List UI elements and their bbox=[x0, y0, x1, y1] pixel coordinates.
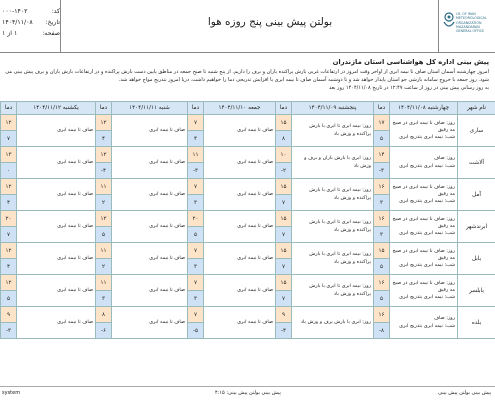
day1-temp-min: ۵ bbox=[374, 131, 390, 147]
footer-middle-text: پیش بینی بولتن پیش بینی: bbox=[226, 390, 281, 396]
day3-temp-min: ۳ bbox=[188, 259, 204, 275]
day3-temp-max: ۷ bbox=[188, 243, 204, 259]
code-value: ۰۰۰-۱۴۰۲ bbox=[2, 8, 28, 15]
day2-temp-max: ۱۰ bbox=[276, 147, 292, 163]
day4-temp-min: ۴- bbox=[96, 163, 112, 179]
day1-night-text: شب: نیمه ابری بتدریج ابری bbox=[399, 134, 455, 141]
day2-temp-max: ۱۵ bbox=[276, 275, 292, 291]
table-row bbox=[1, 115, 495, 131]
day1-temp-max: ۱۶ bbox=[374, 211, 390, 227]
day5-temp-min: ۷ bbox=[1, 131, 17, 147]
day1-night-text: شب: نیمه ابری بتدریج ابری bbox=[399, 262, 455, 269]
day2-weather: روز: ابری با بارش باران و برف و وزش باد bbox=[292, 147, 374, 179]
day2-temp-max: ۹ bbox=[276, 307, 292, 323]
city-name: آمل bbox=[458, 179, 495, 211]
day2-temp-max: ۱۵ bbox=[276, 179, 292, 195]
day1-day-text: روز: صاف bbox=[433, 155, 455, 162]
day2-temp-min: ۲- bbox=[276, 163, 292, 179]
logo-emblem-icon bbox=[442, 12, 456, 30]
day1-weather bbox=[390, 147, 458, 179]
day1-temp-min: ۵ bbox=[374, 259, 390, 275]
day4-weather: صاف تا نیمه ابری bbox=[112, 307, 188, 339]
day2-temp-max: ۱۵ bbox=[276, 243, 292, 259]
header-day: یکشنبه ۱۴۰۴/۱۱/۱۲ bbox=[17, 102, 96, 115]
header-city: نام شهر bbox=[458, 102, 495, 115]
day4-temp-max: ۱۱ bbox=[96, 243, 112, 259]
day5-weather: صاف تا نیمه ابری bbox=[17, 147, 96, 179]
day4-temp-max: ۱۲ bbox=[96, 211, 112, 227]
city-name: آلاشت bbox=[458, 147, 495, 179]
day1-day-text: روز: صاف تا نیمه ابری در صبح مه رقیق bbox=[392, 119, 455, 133]
day4-temp-min: ۲ bbox=[96, 259, 112, 275]
day1-temp-min: ۳- bbox=[374, 163, 390, 179]
day2-temp-max: ۱۵ bbox=[276, 211, 292, 227]
day2-temp-min: ۴- bbox=[276, 323, 292, 339]
day1-weather bbox=[390, 275, 458, 307]
forecast-summary bbox=[2, 69, 489, 92]
day1-temp-max: ۱۷ bbox=[374, 115, 390, 131]
day1-night-text: شب: نیمه ابری بتدریج ابری bbox=[399, 198, 455, 205]
document-meta bbox=[2, 6, 60, 39]
day1-weather bbox=[390, 179, 458, 211]
footer-middle bbox=[215, 390, 281, 396]
day5-temp-min: ۰ bbox=[1, 163, 17, 179]
day5-temp-min: ۷ bbox=[1, 227, 17, 243]
day1-weather bbox=[390, 307, 458, 339]
header-divider-left bbox=[60, 0, 61, 52]
day1-day-text: روز: صاف تا نیمه ابری در صبح مه رقیق bbox=[392, 183, 455, 197]
header-temp: دما bbox=[188, 102, 204, 115]
day3-weather: صاف تا نیمه ابری bbox=[204, 147, 276, 179]
header-day: شنبه ۱۴۰۴/۱۱/۱۱ bbox=[112, 102, 188, 115]
day4-temp-min: ۵ bbox=[96, 227, 112, 243]
day4-weather: صاف تا نیمه ابری bbox=[112, 275, 188, 307]
day3-weather: صاف تا نیمه ابری bbox=[204, 307, 276, 339]
day4-temp-max: ۸ bbox=[96, 307, 112, 323]
forecast-table-wrapper bbox=[0, 101, 495, 339]
day1-night-text: شب: نیمه ابری بتدریج ابری bbox=[399, 230, 455, 237]
forecast-table bbox=[0, 101, 495, 339]
summary-text: امروز چهارشنبه آسمان استان صاف تا نیمه ابری از اواخر وقت امروز در ارتفاعات غربی بارش پراکنده باران و برف را داریم. از پنج شنبه تا صبح جمعه در مناطق پایین دست بارش پراکنده و در ارتفاعات بارش باران و برف پیش بینی می شود. روز جمعه با خروج سامانه بارشی جو استان پایدار خواهد شد و تا دوشنبه آسمان صاف تا نیمه ابری با افزایش تدریجی دما را خواهیم داشت. دریا امروز بتدریج مواج خواهد شد. bbox=[5, 69, 489, 83]
header-temp: دما bbox=[276, 102, 292, 115]
day1-day-text: روز: صاف تا نیمه ابری در صبح مه رقیق bbox=[392, 215, 455, 229]
day5-temp-max: ۱۳ bbox=[1, 147, 17, 163]
day2-weather: روز: نیمه ابری تا ابری با بارش پراکنده و وزش باد bbox=[292, 179, 374, 211]
page-value: ۱ از ۱ bbox=[2, 30, 18, 37]
table-row bbox=[1, 211, 495, 227]
day1-day-text: روز: صاف bbox=[433, 315, 455, 322]
day3-temp-min: ۳ bbox=[188, 195, 204, 211]
day3-temp-max: ۷ bbox=[188, 275, 204, 291]
day3-temp-max: ۱۱ bbox=[188, 147, 204, 163]
day1-temp-min: ۵ bbox=[374, 291, 390, 307]
day3-temp-min: ۵ bbox=[188, 227, 204, 243]
day2-temp-max: ۱۵ bbox=[276, 115, 292, 131]
day1-night-text: شب: نیمه ابری بتدریج ابری bbox=[399, 322, 455, 329]
day3-temp-min: ۴ bbox=[188, 131, 204, 147]
meteorological-organization-logo bbox=[442, 4, 494, 48]
day2-temp-min: ۷ bbox=[276, 259, 292, 275]
day5-weather: صاف تا نیمه ابری bbox=[17, 179, 96, 211]
day5-temp-max: ۹ bbox=[1, 307, 17, 323]
day4-weather: صاف تا نیمه ابری bbox=[112, 179, 188, 211]
day5-weather: صاف تا نیمه ابری bbox=[17, 243, 96, 275]
update-note: به روز رسانی پیش بینی در روز از ساعت ۱۲:۴۷ در تاریخ ۱۴۰۴/۱۱/۰۸ روز بعد bbox=[329, 84, 489, 91]
day5-temp-max: ۱۲ bbox=[1, 275, 17, 291]
day1-temp-min: ۳ bbox=[374, 227, 390, 243]
header-day: چهارشنبه ۱۴۰۴/۱۱/۰۸ bbox=[390, 102, 458, 115]
day2-weather: روز: ابری با بارش برف و وزش باد bbox=[292, 307, 374, 339]
header-divider-right bbox=[438, 0, 439, 52]
day3-temp-max: ۲۰ bbox=[188, 211, 204, 227]
day1-temp-min: ۸- bbox=[374, 323, 390, 339]
day4-temp-min: ۶- bbox=[96, 323, 112, 339]
day3-temp-max: ۷ bbox=[188, 179, 204, 195]
date-label: تاریخ: bbox=[45, 19, 60, 26]
header-temp: دما bbox=[96, 102, 112, 115]
header-temp: دما bbox=[1, 102, 17, 115]
day1-day-text: روز: صاف تا نیمه ابری در صبح مه رقیق bbox=[392, 247, 455, 261]
day3-weather: صاف تا نیمه ابری bbox=[204, 211, 276, 243]
day4-temp-max: ۱۱ bbox=[96, 275, 112, 291]
day4-temp-max: ۱۲ bbox=[96, 147, 112, 163]
day5-temp-max: ۲۰ bbox=[1, 211, 17, 227]
day4-temp-min: ۴ bbox=[96, 131, 112, 147]
day2-temp-min: ۷ bbox=[276, 291, 292, 307]
code-label: کد: bbox=[51, 8, 60, 15]
day3-weather: صاف تا نیمه ابری bbox=[204, 179, 276, 211]
day5-weather: صاف تا نیمه ابری bbox=[17, 115, 96, 147]
day4-weather: صاف تا نیمه ابری bbox=[112, 147, 188, 179]
day2-temp-min: ۸ bbox=[276, 131, 292, 147]
header-temp: دما bbox=[374, 102, 390, 115]
day5-temp-min: ۵ bbox=[1, 291, 17, 307]
city-name: ساری bbox=[458, 115, 495, 147]
day3-temp-min: ۳- bbox=[188, 163, 204, 179]
day5-weather: صاف تا نیمه ابری bbox=[17, 307, 96, 339]
day3-weather: صاف تا نیمه ابری bbox=[204, 243, 276, 275]
table-row bbox=[1, 243, 495, 259]
bulletin-title: بولتن پیش بینی پنج روزه هوا bbox=[207, 16, 333, 28]
day5-temp-max: ۱۲ bbox=[1, 179, 17, 195]
day4-weather: صاف تا نیمه ابری bbox=[112, 115, 188, 147]
day3-weather: صاف تا نیمه ابری bbox=[204, 115, 276, 147]
day3-temp-max: ۷ bbox=[188, 115, 204, 131]
header-day: جمعه ۱۴۰۴/۱۱/۱۰ bbox=[204, 102, 276, 115]
day1-temp-max: ۱۶ bbox=[374, 179, 390, 195]
city-name: بابل bbox=[458, 243, 495, 275]
day5-temp-min: ۴ bbox=[1, 195, 17, 211]
day1-weather bbox=[390, 243, 458, 275]
footer-middle-number: ۴:۱۵ bbox=[215, 390, 225, 396]
day5-weather: صاف تا نیمه ابری bbox=[17, 211, 96, 243]
day4-weather: صاف تا نیمه ابری bbox=[112, 211, 188, 243]
page-label: صفحه: bbox=[42, 30, 60, 37]
city-name: بابلسر bbox=[458, 275, 495, 307]
city-name: ابرندشهر bbox=[458, 211, 495, 243]
day5-temp-max: ۱۲ bbox=[1, 115, 17, 131]
day1-temp-max: ۱۶ bbox=[374, 307, 390, 323]
bulletin-subtitle: پیش بینی اداره کل هواشناسی استان مازندران bbox=[332, 58, 489, 66]
day1-night-text: شب: نیمه ابری بتدریج ابری bbox=[399, 162, 455, 169]
day2-temp-min: ۷ bbox=[276, 195, 292, 211]
day5-weather: صاف تا نیمه ابری bbox=[17, 275, 96, 307]
bulletin-header bbox=[0, 0, 495, 53]
table-row bbox=[1, 275, 495, 291]
day5-temp-min: ۴ bbox=[1, 259, 17, 275]
table-row bbox=[1, 179, 495, 195]
day1-weather bbox=[390, 211, 458, 243]
day2-weather: روز: نیمه ابری تا ابری با بارش پراکنده و وزش باد bbox=[292, 211, 374, 243]
day1-day-text: روز: صاف تا نیمه ابری در صبح مه رقیق bbox=[392, 279, 455, 293]
day2-weather: روز: نیمه ابری تا ابری با بارش پراکنده و وزش باد bbox=[292, 243, 374, 275]
day4-temp-min: ۲ bbox=[96, 195, 112, 211]
day1-temp-max: ۱۴ bbox=[374, 147, 390, 163]
day5-temp-min: ۳- bbox=[1, 323, 17, 339]
page-footer bbox=[0, 386, 495, 396]
header-day: پنجشنبه ۱۴۰۴/۱۱/۰۹ bbox=[292, 102, 374, 115]
day2-temp-min: ۷ bbox=[276, 227, 292, 243]
table-row bbox=[1, 307, 495, 323]
date-value: ۱۴۰۴/۱۱/۰۸ bbox=[2, 19, 33, 26]
day4-temp-max: ۱۲ bbox=[96, 115, 112, 131]
table-header-row bbox=[1, 102, 495, 115]
day4-temp-min: ۳ bbox=[96, 291, 112, 307]
footer-system: system bbox=[2, 390, 21, 396]
day5-temp-max: ۱۲ bbox=[1, 243, 17, 259]
day3-weather: صاف تا نیمه ابری bbox=[204, 275, 276, 307]
day4-temp-max: ۱۱ bbox=[96, 179, 112, 195]
city-name: بلده bbox=[458, 307, 495, 339]
day1-night-text: شب: نیمه ابری بتدریج ابری bbox=[399, 294, 455, 301]
day2-weather: روز: نیمه ابری تا ابری با بارش پراکنده و وزش باد bbox=[292, 115, 374, 147]
logo-text: I.R. OF IRAN METEOROLOGICAL ORGANIZATION MAZANDARAN GENERAL OFFICE bbox=[456, 12, 487, 34]
day1-temp-min: ۳ bbox=[374, 195, 390, 211]
footer-right-text: پیش بینی بولتن پیش بینی bbox=[438, 390, 491, 396]
day1-weather bbox=[390, 115, 458, 147]
day1-temp-max: ۱۵ bbox=[374, 243, 390, 259]
day2-weather: روز: نیمه ابری تا ابری با بارش پراکنده و وزش باد bbox=[292, 275, 374, 307]
table-body bbox=[1, 115, 495, 339]
table-row bbox=[1, 147, 495, 163]
day1-temp-max: ۱۶ bbox=[374, 275, 390, 291]
day3-temp-min: ۳ bbox=[188, 291, 204, 307]
day3-temp-max: ۷ bbox=[188, 307, 204, 323]
day3-temp-min: ۵- bbox=[188, 323, 204, 339]
day4-weather: صاف تا نیمه ابری bbox=[112, 243, 188, 275]
